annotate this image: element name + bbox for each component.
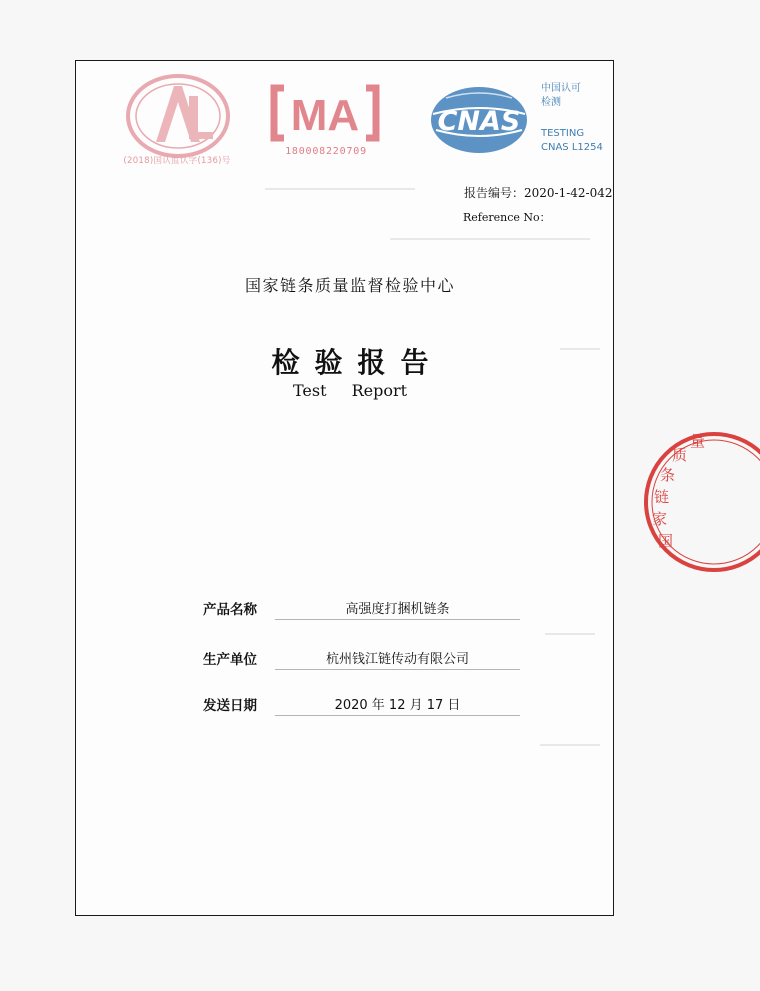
organization-name: 国家链条质量监督检验中心: [244, 276, 455, 295]
bleed-through-line: [540, 744, 600, 746]
report-number: 报告编号：2020-1-42-042: [464, 186, 613, 200]
svg-text:CNAS: CNAS: [437, 106, 521, 137]
bleed-through-line: [545, 633, 595, 635]
cma-logo: [270, 82, 380, 144]
cnas-line-2: 检测: [541, 97, 561, 108]
cnas-line-4: CNAS L1254: [541, 142, 603, 153]
reference-number: Reference No：: [463, 211, 551, 224]
cal-caption: (2018)国认监认字(136)号: [123, 156, 231, 166]
manufacturer-label: 生产单位: [203, 652, 257, 668]
svg-text:国 家 链 条 质: 国 家 链 条 质 量: [652, 432, 706, 550]
cma-caption: 180008220709: [285, 146, 367, 157]
report-title-cn: 检验报告: [271, 346, 444, 379]
send-date-label: 发送日期: [203, 698, 257, 714]
manufacturer-value: 杭州钱江链传动有限公司: [275, 648, 520, 670]
product-name-label: 产品名称: [203, 602, 257, 618]
product-name-value: 高强度打捆机链条: [275, 598, 520, 620]
bleed-through-line: [265, 188, 415, 190]
cal-logo: [124, 72, 232, 167]
cnas-line-3: TESTING: [541, 128, 585, 139]
send-date-value: 2020 年 12 月 17 日: [275, 694, 520, 716]
cnas-logo: [428, 84, 530, 156]
report-title-en: Test Report: [292, 381, 408, 400]
cnas-line-1: 中国认可: [541, 83, 581, 94]
bleed-through-line: [390, 238, 590, 240]
svg-text:MA: MA: [290, 91, 360, 140]
official-seal-stamp: [640, 428, 760, 576]
